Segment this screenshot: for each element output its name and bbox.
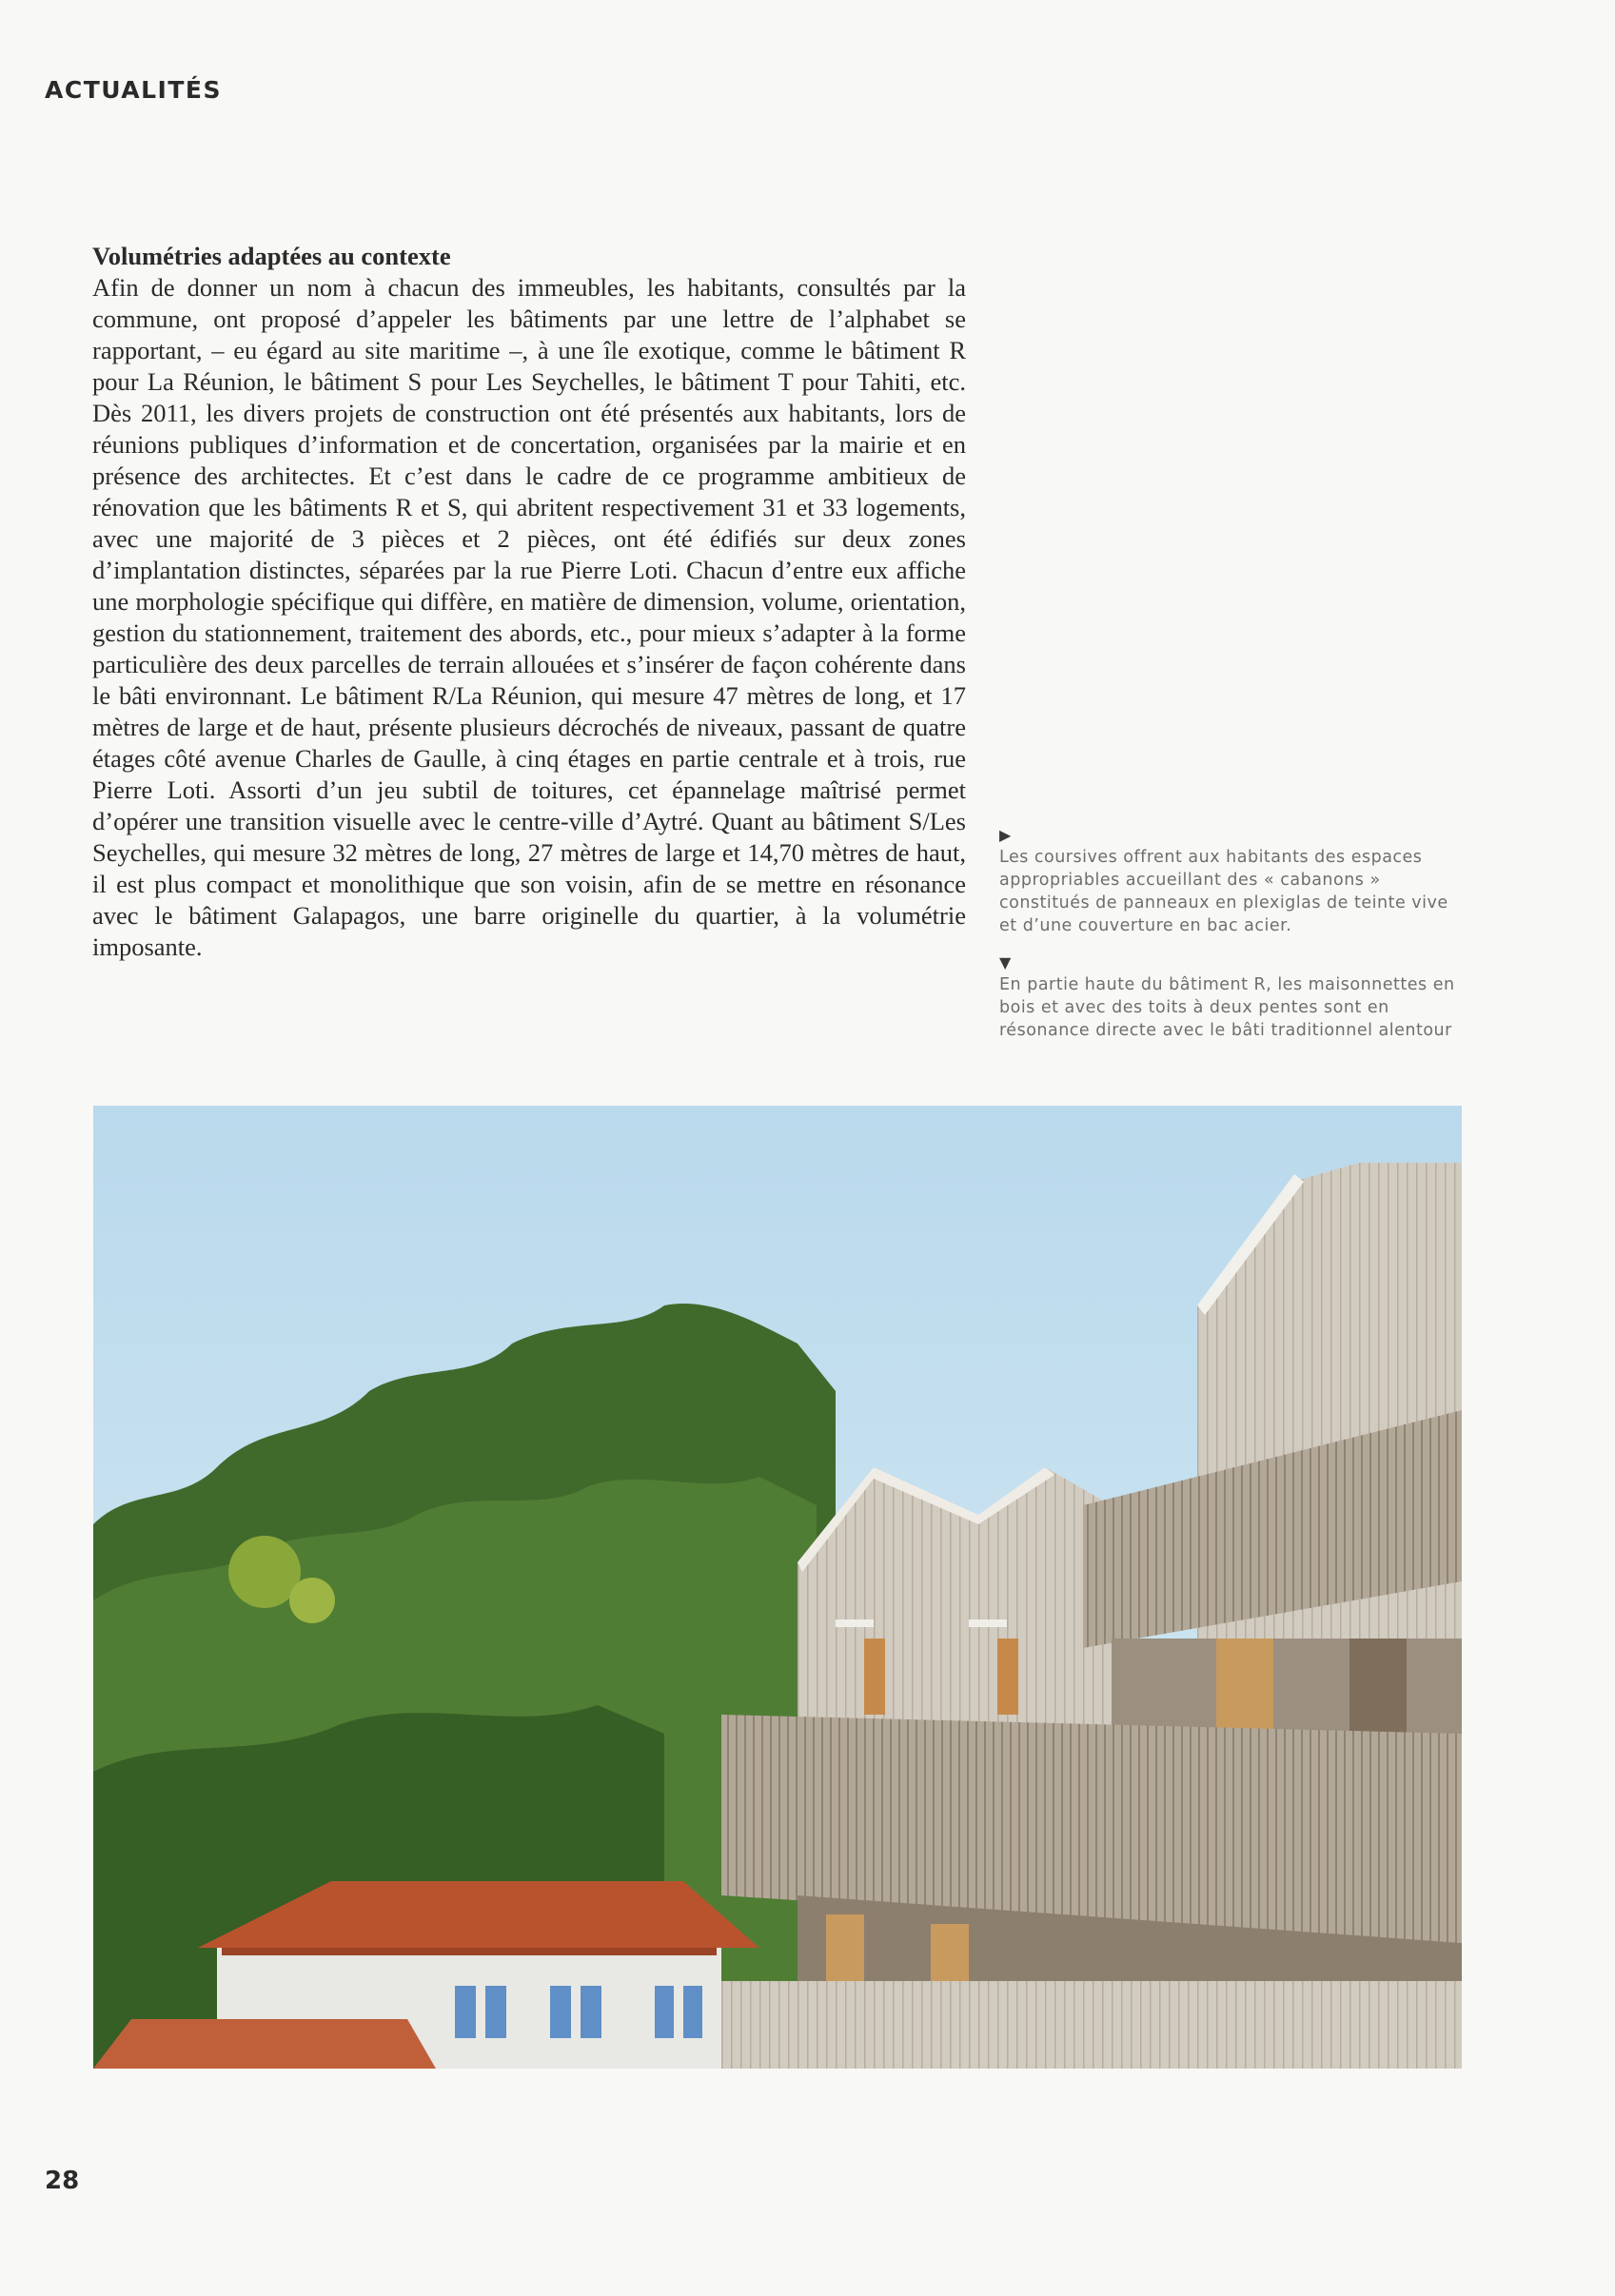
building-photo — [93, 1106, 1462, 2069]
fence — [721, 1981, 1462, 2069]
page-number: 28 — [45, 2167, 80, 2195]
caption-coursives: Les coursives offrent aux habitants des espaces appropriables accueillant des « cabanons » constitués de panneaux en plexiglas de teinte vive et d’une couverture en bac acier. — [999, 848, 1448, 935]
article — [92, 241, 966, 963]
article-heading: Volumétries adaptées au contexte — [92, 242, 451, 270]
photo-captions — [999, 825, 1456, 1057]
section-label: ACTUALITÉS — [45, 76, 222, 104]
article-body: Afin de donner un nom à chacun des immeubles, les habitants, consultés par la commune, ont proposé d’appeler les bâtiments par une lettre de l’alphabet se rapportant, – eu égard au site maritime –, à une île exotique, comme le bâtiment R pour La Réunion, le bâtiment S pour Les Seychelles, le bâtiment T pour Tahiti, etc. Dès 2011, les divers projets de construction ont été présentés aux habitants, lors de réunions publiques d’information et de concertation, organisées par la mairie et en présence des architectes. Et c’est dans le cadre de ce programme ambitieux de rénovation que les bâtiments R et S, qui abritent respectivement 31 et 33 logements, avec une majorité de 3 pièces et 2 pièces, ont été édifiés sur deux zones d’implantation distinctes, séparées par la rue Pierre Loti. Chacun d’entre eux affiche une morphologie spécifique qui diffère, en matière de dimension, volume, orientation, gestion du stationnement, traitement des abords, etc., pour mieux s’adapter à la forme particulière des deux parcelles de terrain allouées et s’insérer de façon cohérente dans le bâti environnant. Le bâtiment R/La Réunion, qui mesure 47 mètres de long, et 17 mètres de large et de haut, présente plusieurs décrochés de niveaux, passant de quatre étages côté avenue Charles de Gaulle, à cinq étages en partie centrale et à trois, rue Pierre Loti. Assorti d’un jeu subtil de toitures, cet épannelage maîtrisé permet d’opérer une transition visuelle avec le centre-ville d’Aytré. Quant au bâtiment S/Les Seychelles, qui mesure 32 mètres de long, 27 mètres de large et 14,70 mètres de haut, il est plus compact et monolithique que son voisin, afin de se mettre en résonance avec le bâtiment Galapagos, une barre originelle du quartier, à la volumétrie imposante. — [92, 273, 966, 961]
caption-maisonnettes: En partie haute du bâtiment R, les maisonnettes en bois et avec des toits à deux pentes sont en résonance directe avec le bâti traditionnel alentour — [999, 975, 1455, 1040]
down-arrow-icon: ▼ — [999, 953, 1012, 971]
right-arrow-icon: ▶ — [999, 826, 1012, 844]
